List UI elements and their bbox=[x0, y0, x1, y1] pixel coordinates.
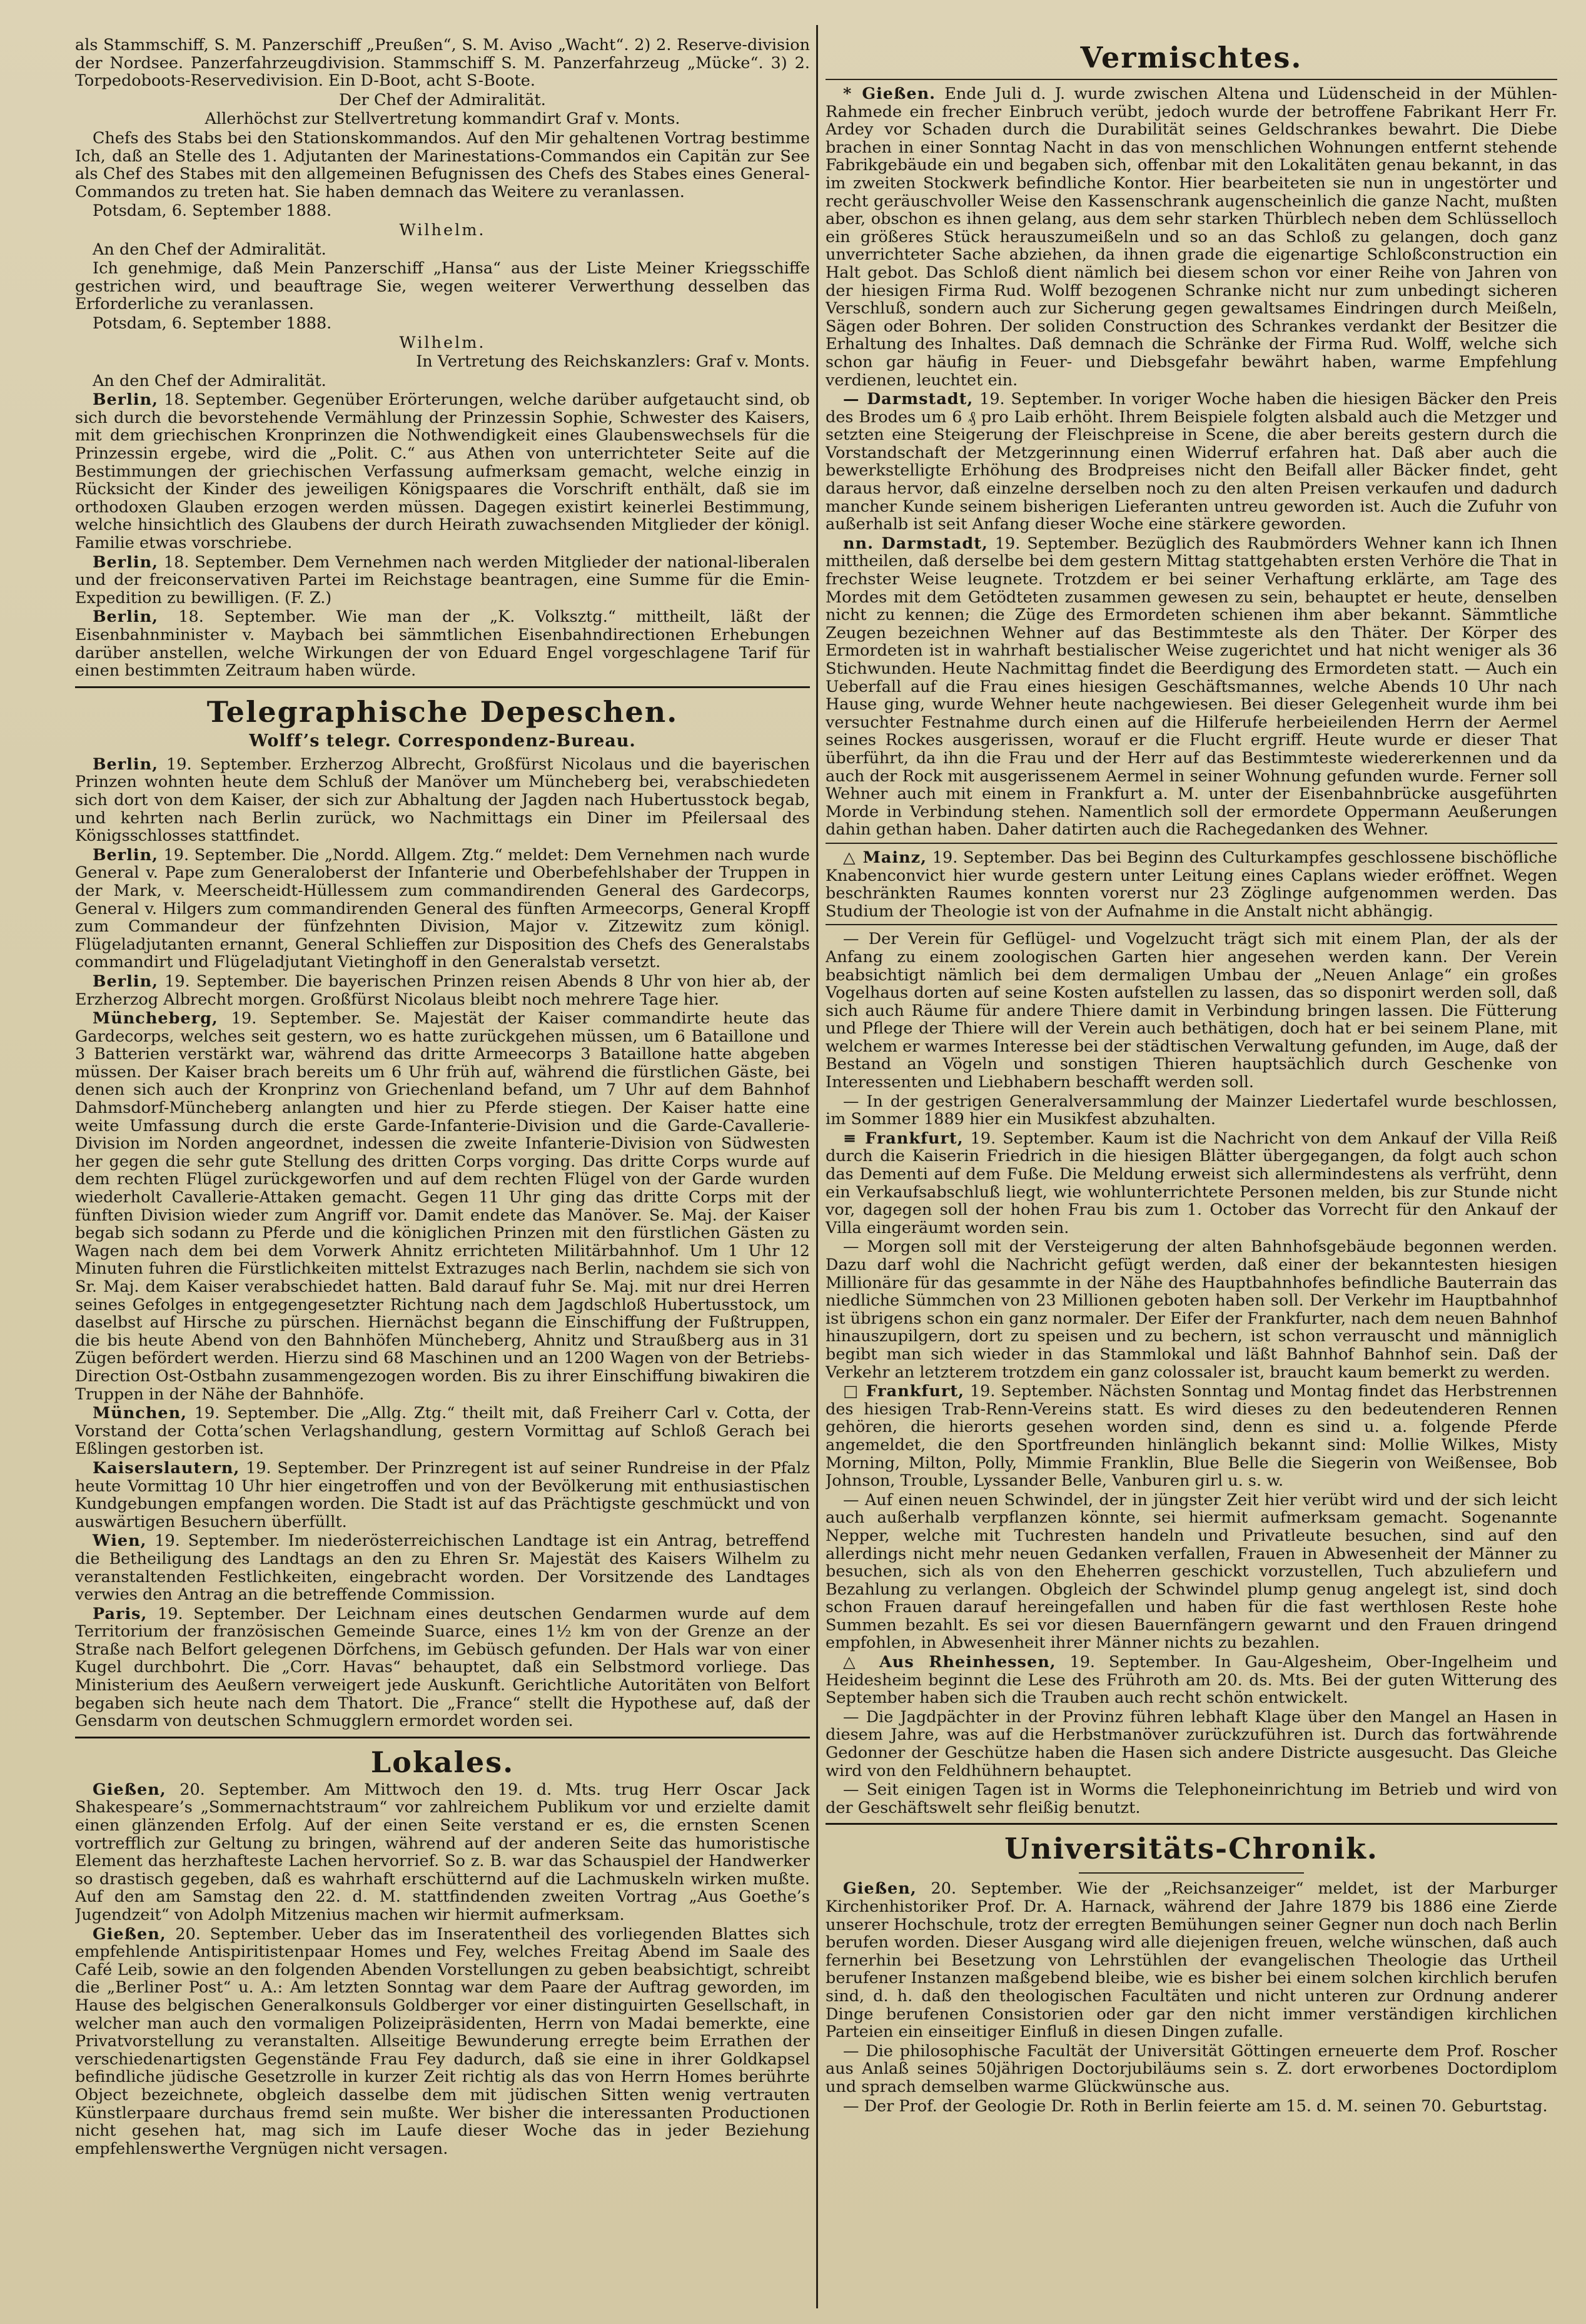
addressee: An den Chef der Admiralität. bbox=[93, 240, 326, 259]
item-lead: Paris, bbox=[93, 1604, 148, 1623]
item-text: 19. September. Erzherzog Albrecht, Großfürst Nicolaus und die bayerischen Prinzen wohnten heute dem Schluß der Manöver um Müncheberg bei, verabschiedeten sich dort von dem Kaiser, der sich zur Abhaltung der Jagden nach Hubertusstock begab, und kehrten nach Berlin zurück, wo Nachmittags ein Diner im Pfeilersaal des Königsschlosses stattfindet. bbox=[75, 754, 810, 846]
news-item bbox=[75, 1605, 810, 1730]
item-text: 19. September. Die „Nordd. Allgem. Ztg.“ meldet: Dem Vernehmen nach wurde General v. Pape zum Generaloberst der Infanterie und Oberbefehlshaber der Truppen in der Mark, v. Meerscheidt-Hüllessem zum commandirenden General des Gardecorps, General v. Hilgers zum commandirenden General des fünften Armeecorps, General Kropff zum Commandeur der fünfzehnten Division, Major v. Zitzewitz zum königl. Flügeladjutanten ernannt, General Schlieffen zur Disposition des Chefs des Generalstabs commandirt und Flügeladjutant Vietinghoff in den Generalstab versetzt. bbox=[75, 845, 810, 972]
section-rule bbox=[75, 1737, 810, 1738]
signature-line: Wilhelm. bbox=[399, 220, 486, 240]
item-text: 19. September. Nächsten Sonntag und Montag findet das Herbstrennen des hiesigen Trab-Renn-Vereins statt. Es wird dieses zu den bedeutenderen Rennen gehören, die hierorts gesehen worden sind, denn es sind u. a. folgende Pferde angemeldet, die den Sportfreunden hinlänglich bekannt sind: Mollie Wilkes, Misty Morning, Milton, Polly, Mimmie Franklin, Blue Belle die Siegerin von Weißensee, Bob Johnson, Trouble, Lyssander Belle, Vanburen girl u. s. w. bbox=[826, 1382, 1557, 1491]
news-item bbox=[75, 391, 810, 552]
news-item bbox=[826, 1653, 1557, 1707]
item-text: — Der Prof. der Geologie Dr. Roth in Berlin feierte am 15. d. M. seinen 70. Geburtstag. bbox=[843, 2096, 1548, 2116]
item-text: 19. September. Im niederösterreichischen Landtage ist ein Antrag, betreffend die Betheiligung des Landtags an den zu Ehren Sr. Majestät des Kaisers Wilhelm zu veranstaltenden Festlichkeiten, eingebracht worden. Der Vorsitzende des Landtages verwies den Antrag an die betreffende Commission. bbox=[75, 1531, 810, 1605]
item-text: — Auf einen neuen Schwindel, der in jüngster Zeit hier verübt wird und der sich leicht auch außerhalb verpflanzen könnte, sei hiermit aufmerksam gemacht. Sogenannte Nepper, welche mit Tuchresten handeln und Privatleute besuchen, sind auf den allerdings nicht mehr neuen Gedanken verfallen, Frauen in Abwesenheit der Männer zu besuchen, sich als von den Eheherren geschickt vorzustellen, Tuch abzuliefern und Bezahlung zu verlangen. Obgleich der Schwindel plump genug angelegt ist, sind doch schon Frauen darauf hereingefallen und haben für die fast werthlosen Reste hohe Summen bezahlt. Es sei vor diesen Bauernfängern gewarnt und den Frauen dringend empfohlen, in Abwesenheit ihrer Männer nichts zu bezahlen. bbox=[826, 1490, 1557, 1653]
news-item bbox=[75, 756, 810, 845]
news-item bbox=[826, 1130, 1557, 1237]
item-lead: Müncheberg, bbox=[93, 1009, 218, 1028]
news-item bbox=[75, 1781, 810, 1924]
section-heading-vermischtes: Vermischtes. bbox=[1080, 41, 1303, 74]
news-item bbox=[826, 849, 1557, 920]
news-item bbox=[826, 2098, 1557, 2116]
item-lead: Berlin, bbox=[93, 845, 159, 865]
dateline: Potsdam, 6. September 1888. bbox=[93, 201, 332, 221]
item-text: — Der Verein für Geflügel- und Vogelzucht trägt sich mit einem Plan, der als der Anfang zu einem zoologischen Garten hier angesehen werden kann. Der Verein beabsichtigt nämlich bei dem dermaligen Umbau der „Neuen Anlage“ ein großes Vogelhaus dorten auf seine Kosten aufstellen zu lassen, das so disponirt werden soll, daß sich auch Räume für andere Thiere damit in Verbindung bringen lassen. Die Fütterung und Pflege der Thiere will der Verein auch bethätigen, doch hat er bei seinem Plane, mit welchem er warmes Interesse bei der städtischen Verwaltung gefunden, im Auge, daß der Bestand an Vögeln und sonstigen Thieren hauptsächlich durch Geschenke von Interessenten und Liebhabern beschafft werden soll. bbox=[826, 930, 1557, 1092]
item-text: 20. September. Ueber das im Inseratentheil des vorliegenden Blattes sich empfehlende Antispiritistenpaar Homes und Fey, welches Freitag Abend im Saale des Café Leib, sowie an den folgenden Abenden Vorstellungen zu geben beabsichtigt, schreibt die „Berliner Post“ u. A.: Am letzten Sonntag war dem Paare der Auftrag geworden, im Hause des belgischen Generalkonsuls Goldberger vor einer distinguirten Gesellschaft, in welcher man auch den vormaligen Polizeipräsidenten, Herrn von Madai bemerkte, eine Privatvorstellung zu veranstalten. Allseitige Bewunderung erregte beim Errathen der verschiedenartigsten Gegenstände Frau Fey dadurch, daß sie eine in ihrer Goldkapsel befindliche jüdische Gesetzrolle in kurzer Zeit richtig als das von Herrn Homes berührte Object bezeichnete, obgleich dasselbe dem mit jüdischen Sitten wenig vertrauten Künstlerpaare durchaus fremd sein mußte. Wer bisher die interessanten Productionen nicht gesehen hat, mag sich im Laufe dieser Woche das in jeder Beziehung empfehlenswerthe Vergnügen nicht versagen. bbox=[75, 1924, 810, 2158]
item-rule bbox=[826, 843, 1557, 844]
section-heading-telegraph: Telegraphische Depeschen. bbox=[206, 694, 679, 729]
item-text: 19. September. In voriger Woche haben die hiesigen Bäcker den Preis des Brodes um 6 ₰ pro Laib erhöht. Ihrem Beispiele folgten alsbald auch die Metzger und setzten eine Steigerung der Fleischpreise in Scene, die aber bereits gestern durch die Vorstandschaft der Metzgerinnung einen Widerruf erfahren hat. Daß aber auch die bewerkstelligte Erhöhung des Brodpreises nicht den Beifall aller Bäcker findet, geht daraus hervor, daß einzelne derselben noch zu den alten Preisen verkaufen und dadurch mancher Kunde seinem bisherigen Lieferanten untreu geworden ist. Auch die Zufuhr von außerhalb ist seit Anfang dieser Woche eine stärkere geworden. bbox=[826, 390, 1557, 534]
decree-paragraph: Chefs des Stabs bei den Stationskommandos. Auf den Mir gehaltenen Vortrag bestimme Ich, daß an Stelle des 1. Adjutanten der Marinestations-Commandos ein Capitän zur See als Chef des Stabes mit den allgemeinen Befugnissen des Chefs des Stabes eines General-Commandos zu treten hat. Sie haben demnach das Weitere zu veranlassen. bbox=[75, 128, 810, 201]
item-text: 20. September. Am Mittwoch den 19. d. Mts. trug Herr Oscar Jack Shakespeare’s „Sommernachtstraum“ vor zahlreichem Publikum vor und erzielte damit einen glänzenden Erfolg. Auf der einen Seite verstand er es, die ernsten Scenen vortrefflich zur Geltung zu bringen, während auf der anderen Seite das humoristische Element das herzhafteste Lachen hervorrief. So z. B. war das Schauspiel der Handwerker so drastisch gegeben, daß es wahrhaft erschütternd auf die Lachmuskeln wirken mußte. Auf den am Samstag den 22. d. M. stattfindenden zweiten Vortrag „Aus Goethe’s Jugendzeit“ von Adolph Mitzenius machen wir hiermit aufmerksam. bbox=[75, 1780, 810, 1924]
news-item bbox=[826, 1880, 1557, 2041]
news-item bbox=[826, 535, 1557, 839]
item-lead: München, bbox=[93, 1404, 188, 1423]
news-item bbox=[826, 1781, 1557, 1817]
item-text: — Morgen soll mit der Versteigerung der alten Bahnhofsgebäude begonnen werden. Dazu darf wohl die Nachricht gefügt werden, daß einer der bekanntesten hiesigen Millionäre für das gesammte in der Nähe des Hauptbahnhofes befindliche Bauterrain das niedliche Sümmchen von 23 Millionen geboten haben soll. Der Verkehr im Hauptbahnhof ist übrigens schon ein ganz normaler. Der Eifer der Frankfurter, nach dem neuen Bahnhof hinauszupilgern, dort zu speisen und zu bechern, ist schon verrauscht und männiglich begibt man sich wieder in das Stammlokal und läßt Bahnhof Bahnhof sein. Daß der Verkehr an letzterem trotzdem ein ganz colossaler ist, braucht kaum bemerkt zu werden. bbox=[826, 1237, 1557, 1382]
addressee: An den Chef der Admiralität. bbox=[93, 371, 326, 390]
section-subheading: Wolff’s telegr. Correspondenz-Bureau. bbox=[249, 731, 636, 751]
item-lead: △ Aus Rheinhessen, bbox=[843, 1653, 1056, 1672]
item-lead: □ Frankfurt, bbox=[843, 1382, 965, 1401]
item-text: 19. September. In Gau-Algesheim, Ober-Ingelheim und Heidesheim beginnt die Lese des Frühroth am 20. ds. Mts. Bei der guten Witterung des September haben sich die Trauben auch recht schön entwickelt. bbox=[826, 1653, 1557, 1708]
news-item bbox=[75, 973, 810, 1008]
item-lead: ≡ Frankfurt, bbox=[843, 1129, 964, 1148]
news-item bbox=[826, 1708, 1557, 1780]
section-heading-universitaet: Universitäts-Chronik. bbox=[1004, 1832, 1378, 1866]
item-lead: Wien, bbox=[93, 1531, 147, 1551]
news-item bbox=[75, 1532, 810, 1603]
left-column bbox=[75, 36, 810, 2306]
news-item bbox=[826, 1491, 1557, 1652]
item-lead: Gießen, bbox=[93, 1780, 166, 1799]
item-text: 18. September. Dem Vernehmen nach werden Mitglieder der national-liberalen und der freiconservativen Partei im Reichstage beantragen, eine Summe für die Emin-Expedition zu bewilligen. (F. Z.) bbox=[75, 552, 810, 607]
item-text: 19. September. Die „Allg. Ztg.“ theilt mit, daß Freiherr Carl v. Cotta, der Vorstand der Cotta’schen Verlagshandlung, gestern Vormittag auf Schloß Gerach bei Eßlingen gestorben ist. bbox=[75, 1404, 810, 1459]
news-item bbox=[826, 390, 1557, 534]
news-item bbox=[826, 85, 1557, 389]
item-lead: Berlin, bbox=[93, 607, 159, 627]
item-lead: Berlin, bbox=[93, 754, 159, 774]
news-item bbox=[75, 1010, 810, 1403]
section-heading-lokales: Lokales. bbox=[370, 1745, 515, 1779]
item-lead: Gießen, bbox=[843, 1879, 917, 1899]
item-text: 19. September. Bezüglich des Raubmörders Wehner kann ich Ihnen mittheilen, daß derselbe bei dem gestern Mittag stattgehabten ersten Verhöre die That in frechster Weise leugnete. Trotzdem er bei seiner Verhaftung erklärte, am Tage des Mordes mit dem Getödteten zusammen gewesen zu sein, behauptet er heute, denselben nicht zu kennen; die Züge des Ermordeten schienen ihm aber bekannt. Sämmtliche Zeugen bezeichnen Wehner auf das Bestimmteste als den Thäter. Der Körper des Ermordeten ist in wahrhaft bestialischer Weise zugerichtet und hat nicht weniger als 36 Stichwunden. Heute Nachmittag findet die Beerdigung des Ermordeten statt. — Auch ein Ueberfall auf die Frau eines hiesigen Geschäftsmannes, welche Abends 10 Uhr nach Hause ging, wurde Wehner heute nachgewiesen. Bei dieser Gelegenheit wurde ihm bei versuchter Festnahme durch einen auf die Hilferufe herbeieilenden Herrn der Aermel seines Rockes ausgerissen, worauf er die Flucht ergriff. Heute wurde er dieser That überführt, da ihn die Frau und der Herr auf das Bestimmteste wiedererkennen und da auch der Rock mit ausgerissenem Aermel in seiner Wohnung gefunden wurde. Ferner soll Wehner auch mit einem in Frankfurt a. M. unter der Eisenbahnbrücke ausgeführten Morde in Verbindung stehen. Namentlich soll der ermordete Oppermann Aeußerungen dahin gethan haben. Daher datirten auch die Rachegedanken des Wehner. bbox=[826, 534, 1557, 840]
item-lead: Berlin, bbox=[93, 972, 159, 991]
signature-line: Der Chef der Admiralität. bbox=[339, 90, 546, 109]
item-text: — Die Jagdpächter in der Provinz führen lebhaft Klage über den Mangel an Hasen in diesem Jahre, was auf die Herbstmanöver zurückzuführen ist. Durch das fortwährende Gedonner der Geschütze haben die Hasen sich andere Districte ausgesucht. Das Gleiche wird von den Feldhühnern behauptet. bbox=[826, 1707, 1557, 1780]
section-rule bbox=[826, 79, 1557, 80]
continued-paragraph: als Stammschiff, S. M. Panzerschiff „Preußen“, S. M. Aviso „Wacht“. 2) 2. Reserve-division der Nordsee. Panzerfahrzeugdivision. Stammschiff S. M. Panzerfahrzeug „Mücke“. 3) 2. Torpedoboots-Reservedivision. Ein D-Boot, acht S-Boote. bbox=[75, 36, 810, 91]
item-text: 19. September. Se. Majestät der Kaiser commandirte heute das Gardecorps, welches seit gestern, wo es hatte zurückgehen müssen, um 6 Bataillone und 3 Batterien verstärkt war, während das dritte Armeecorps 3 Bataillone hatte abgeben müssen. Der Kaiser brach bereits um 6 Uhr früh auf, während die fürstlichen Gäste, bei denen sich auch der Kronprinz von Griechenland befand, um 7 Uhr auf dem Bahnhof Dahmsdorf-Müncheberg anlangten und hier zu Pferde stiegen. Der Kaiser hatte eine weite Umfassung durch die erste Garde-Infanterie-Division und die Garde-Cavallerie-Division im Norden angeordnet, indessen die zweite Infanterie-Division von Südwesten her gegen die sehr gute Stellung des dritten Corps vorging. Das dritte Corps wurde auf dem rechten Flügel zurückgeworfen und auf dem rechten Flügel von der Garde wurden wiederholt Cavallerie-Attaken gemacht. Gegen 11 Uhr ging das dritte Corps mit der fünften Division wieder zum Angriff vor. Damit endete das Manöver. Se. Maj. der Kaiser begab sich sodann zu Pferde und die königlichen Prinzen mit den fürstlichen Gästen zu Wagen nach dem bei dem Vorwerk Ahnitz errichteten Militärbahnhof. Um 1 Uhr 12 Minuten fuhren die Fürstlichkeiten mittelst Extrazuges nach Berlin, nachdem sie sich von Sr. Maj. dem Kaiser verabschiedet hatten. Bald darauf fuhr Se. Maj. mit nur drei Herren seines Gefolges in entgegengesetzter Richtung nach dem Jagdschloß Hubertusstock, um daselbst auf Hirsche zu pürschen. Hiernächst begann die Einschiffung der Fußtruppen, die bis heute Abend von den Bahnhöfen Müncheberg, Ahnitz und Straußberg aus in 31 Zügen befördert werden. Hierzu sind 68 Maschinen und an 1200 Wagen von der Betriebs-Direction Ost-Ostbahn zusammengezogen worden. Bis zu ihrer Einschiffung biwakiren die Truppen in der Nähe der Bahnhöfe. bbox=[75, 1009, 810, 1404]
item-text: 19. September. Der Leichnam eines deutschen Gendarmen wurde auf dem Territorium der französischen Gemeinde Suarce, eines 1½ km von der Grenze an der Straße nach Belfort gelegenen Dörfchens, im Gebüsch gefunden. Der Hals war von einer Kugel durchbohrt. Die „Corr. Havas“ behauptet, daß ein Selbstmord vorliege. Das Ministerium des Aeußern verweigert jede Auskunft. Gerichtliche Autoritäten von Belfort begaben sich heute nach dem Thatort. Die „France“ stellt die Hypothese auf, daß der Gensdarm von deutschen Schmugglern ermordet worden sei. bbox=[75, 1604, 810, 1731]
news-item bbox=[75, 554, 810, 607]
news-item bbox=[75, 608, 810, 679]
signature-line: Allerhöchst zur Stellvertretung kommandirt Graf v. Monts. bbox=[205, 109, 680, 129]
news-item bbox=[826, 2042, 1557, 2096]
item-lead: Gießen, bbox=[93, 1924, 166, 1944]
item-rule bbox=[826, 924, 1557, 925]
item-text: — Seit einigen Tagen ist in Worms die Telephoneinrichtung im Betrieb und wird von der Geschäftswelt sehr fleißig benutzt. bbox=[826, 1780, 1557, 1817]
news-item bbox=[826, 930, 1557, 1091]
news-item bbox=[826, 1383, 1557, 1490]
news-item bbox=[826, 1093, 1557, 1129]
item-text: 18. September. Gegenüber Erörterungen, welche darüber aufgetaucht sind, ob sich durch die bevorstehende Vermählung der Prinzessin Sophie, Schwester des Kaisers, mit dem griechischen Kronprinzen die Nothwendigkeit eines Glaubenswechsels für die Prinzessin ergebe, wird die „Polit. C.“ aus Athen von unterrichteter Seite auf die Bestimmungen der griechischen Verfassung aufmerksam gemacht, welche einzig in Rücksicht der Kinder des jeweiligen Königspaares die Vorschrift enthält, daß sie im orthodoxen Glauben erzogen werden müssen. Dagegen existirt keinerlei Bestimmung, welche hinsichtlich des Glaubens der durch Heirath zuwachsenden Mitglieder der königl. Familie etwas vorschriebe. bbox=[75, 390, 810, 553]
item-lead: nn. Darmstadt, bbox=[843, 534, 988, 553]
item-text: Ende Juli d. J. wurde zwischen Altena und Lüdenscheid in der Mühlen-Rahmede ein frecher Einbruch verübt, jedoch wurde der betroffene Fabrikant Herr Fr. Ardey vor Schaden durch die Durabilität seines Geldschrankes bewahrt. Die Diebe brachen in einer Sonntag Nacht in das von menschlichen Wohnungen entfernt stehende Fabrikgebäude ein und begaben sich, offenbar mit den Lokalitäten genau bekannt, in das im zweiten Stockwerk befindliche Kontor. Hier bearbeiteten sie nun in ungestörter und recht geräuschvoller Weise den Kassenschrank augenscheinlich die ganze Nacht, mußten aber, obschon es ihnen gelang, aus dem sehr starken Thürblech neben dem Schlüsselloch ein größeres Stück herauszumeißeln und so an das Schloß zu gelangen, doch ganz unverrichteter Sache abziehen, da ihnen grade die eigenartige Schloßconstruction ein Halt gebot. Das Schloß dient nämlich bei diesem schon vor einer Reihe von Jahren von der hiesigen Firma Rud. Wolff bezogenen Schranke nicht nur zum unbedingt sicheren Verschluß, sondern auch zur Sicherung gegen gewaltsames Eindringen durch Meißeln, Sägen oder Bohren. Der soliden Construction des Schrankes verdankt der Besitzer die Erhaltung des Inhaltes. Daß demnach die Schränke der Firma Rud. Wolff, welche sich schon gar häufig in Feuer- und Diebsgefahr bewährt haben, warme Empfehlung verdienen, leuchtet ein. bbox=[826, 84, 1557, 390]
signature-line: Wilhelm. bbox=[399, 333, 486, 352]
dateline: Potsdam, 6. September 1888. bbox=[93, 313, 332, 333]
column-divider bbox=[816, 25, 818, 2308]
item-text: 19. September. Das bei Beginn des Culturkampfes geschlossene bischöfliche Knabenconvict hier wurde gestern unter Leitung eines Caplans wieder eröffnet. Wegen beschränkten Raumes konnten vorerst nur 23 Zöglinge aufgenommen werden. Das Studium der Theologie ist von der Aufnahme in die Anstalt nicht abhängig. bbox=[826, 848, 1557, 921]
item-lead: — Darmstadt, bbox=[843, 390, 974, 409]
section-rule bbox=[826, 1823, 1557, 1825]
item-text: 19. September. Die bayerischen Prinzen reisen Abends 8 Uhr von hier ab, der Erzherzog Albrecht morgen. Großfürst Nicolaus bleibt noch mehrere Tage hier. bbox=[75, 972, 810, 1009]
section-rule bbox=[75, 686, 810, 688]
item-lead: * Gießen. bbox=[843, 84, 936, 103]
item-text: 19. September. Der Prinzregent ist auf seiner Rundreise in der Pfalz heute Vormittag 10 Uhr hier eingetroffen und von der Bevölkerung mit enthusiastischen Kundgebungen empfangen worden. Die Stadt ist auf das Prächtigste geschmückt und von auswärtigen Besuchern überfüllt. bbox=[75, 1458, 810, 1531]
item-text: — In der gestrigen Generalversammlung der Mainzer Liedertafel wurde beschlossen, im Sommer 1889 hier ein Musikfest abzuhalten. bbox=[826, 1092, 1557, 1129]
item-lead: Berlin, bbox=[93, 552, 159, 572]
news-item bbox=[75, 1404, 810, 1458]
news-item bbox=[75, 1459, 810, 1531]
signature-line: In Vertretung des Reichskanzlers: Graf v. Monts. bbox=[416, 352, 810, 372]
news-item bbox=[75, 846, 810, 972]
news-item bbox=[826, 1238, 1557, 1381]
item-text: 18. September. Wie man der „K. Volksztg.“ mittheilt, läßt der Eisenbahnminister v. Maybach bei sämmtlichen Eisenbahndirectionen Erhebungen darüber anstellen, welche Wirkungen der von Eduard Engel vorgeschlagene Tarif für einen bestimmten Zeitraum haben würde. bbox=[75, 607, 810, 681]
item-text: 19. September. Kaum ist die Nachricht von dem Ankauf der Villa Reiß durch die Kaiserin Friedrich in die hiesigen Blätter übergegangen, da folgt auch schon das Dementi auf dem Fuße. Die Meldung erweist sich allermindestens als verfrüht, denn ein Verkaufsabschluß liegt, wie wohlunterrichtete Personen melden, bis zur Stunde nicht vor, dagegen soll der hohen Frau bis zum 1. October das Vorrecht für den Ankauf der Villa eingeräumt worden sein. bbox=[826, 1129, 1557, 1237]
news-item bbox=[75, 1926, 810, 2158]
item-lead: Berlin, bbox=[93, 390, 159, 410]
heading-rule bbox=[1079, 1872, 1304, 1874]
item-text: 20. September. Wie der „Reichsanzeiger“ meldet, ist der Marburger Kirchenhistoriker Prof. Dr. A. Harnack, während der Jahre 1879 bis 1886 eine Zierde unserer Hochschule, trotz der erregten Bemühungen seiner Gegner nun doch nach Berlin berufen worden. Dieser Ausgang wird alle diejenigen freuen, welche wünschen, daß auch fernerhin bei Besetzung von Lehrstühlen der evangelischen Theologie das Urtheil berufener Instanzen maßgebend bleibe, wie es bisher bei einem solchen kirchlich berufen sind, d. h. daß den theologischen Facultäten und nicht unteren zur Ordnung anderer Dinge berufenen Consistorien oder gar den nicht immer verständigen kirchlichen Parteien ein einseitiger Einfluß in diesen Dingen zufalle. bbox=[826, 1879, 1557, 2042]
item-lead: Kaiserslautern, bbox=[93, 1458, 240, 1478]
item-lead: △ Mainz, bbox=[843, 848, 927, 867]
right-column bbox=[826, 36, 1557, 2306]
decree-paragraph: Ich genehmige, daß Mein Panzerschiff „Hansa“ aus der Liste Meiner Kriegsschiffe gestrichen wird, und beauftrage Sie, wegen weiterer Verwerthung desselben das Erforderliche zu veranlassen. bbox=[75, 259, 810, 314]
item-text: — Die philosophische Facultät der Universität Göttingen erneuerte dem Prof. Roscher aus Anlaß seines 50jährigen Doctorjubiläums sein s. Z. dort erworbenes Doctordiplom und sprach demselben warme Glückwünsche aus. bbox=[826, 2041, 1557, 2096]
